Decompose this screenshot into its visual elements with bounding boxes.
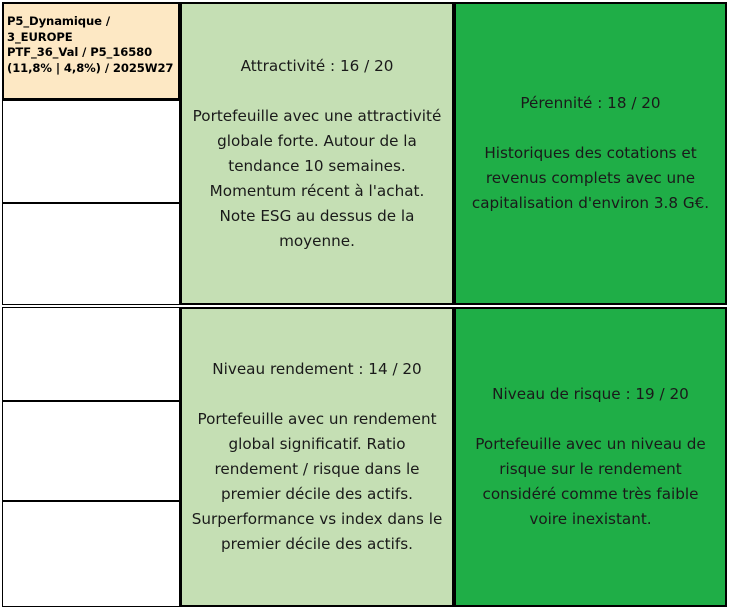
description-line: Portefeuille avec une attractivité [192, 106, 442, 125]
header-line: (11,8% | 4,8%) / 2025W27 [7, 60, 174, 75]
rendement-cell [180, 307, 454, 607]
description-line: premier décile des actifs. [221, 485, 413, 503]
perennite-description [472, 141, 709, 216]
description-line: considéré comme très faible [482, 485, 699, 503]
description-line: risque sur le rendement [499, 460, 682, 478]
portfolio-header-cell [2, 2, 180, 100]
attractivite-title: Attractivité : 16 / 20 [240, 56, 394, 75]
perennite-cell [454, 2, 727, 305]
description-line: tendance 10 semaines. [228, 156, 406, 175]
description-line: globale forte. Autour de la [217, 131, 417, 150]
description-line: Surperformance vs index dans le [191, 510, 443, 528]
perennite-title: Pérennité : 18 / 20 [520, 94, 661, 112]
risque-cell [454, 307, 727, 607]
empty-cell [2, 501, 180, 607]
empty-cell [2, 100, 180, 203]
empty-cell [2, 203, 180, 305]
risque-title: Niveau de risque : 19 / 20 [492, 385, 689, 403]
rendement-title: Niveau rendement : 14 / 20 [212, 360, 422, 378]
description-line: Portefeuille avec un rendement [197, 410, 437, 428]
description-line: Note ESG au dessus de la [219, 206, 415, 225]
description-line: Momentum récent à l'achat. [209, 181, 425, 200]
empty-cell [2, 307, 180, 401]
description-line: global significatif. Ratio [228, 435, 406, 453]
rendement-description [192, 407, 443, 557]
description-line: rendement / risque dans le [214, 460, 420, 478]
attractivite-cell [180, 2, 454, 305]
empty-cell [2, 401, 180, 501]
risque-description [475, 432, 705, 532]
header-line: 3_EUROPE [7, 29, 73, 44]
description-line: moyenne. [279, 231, 355, 250]
description-line: premier décile des actifs. [221, 535, 413, 553]
description-line: capitalisation d'environ 3.8 G€. [471, 194, 710, 212]
description-line: revenus complets avec une [485, 169, 696, 187]
description-line: Portefeuille avec un niveau de [475, 435, 706, 453]
description-line: voire inexistant. [529, 510, 652, 528]
header-line: P5_Dynamique / [7, 14, 110, 28]
attractivite-description [193, 104, 442, 254]
description-line: Historiques des cotations et [484, 144, 697, 162]
header-line: PTF_36_Val / P5_16580 [7, 45, 153, 59]
